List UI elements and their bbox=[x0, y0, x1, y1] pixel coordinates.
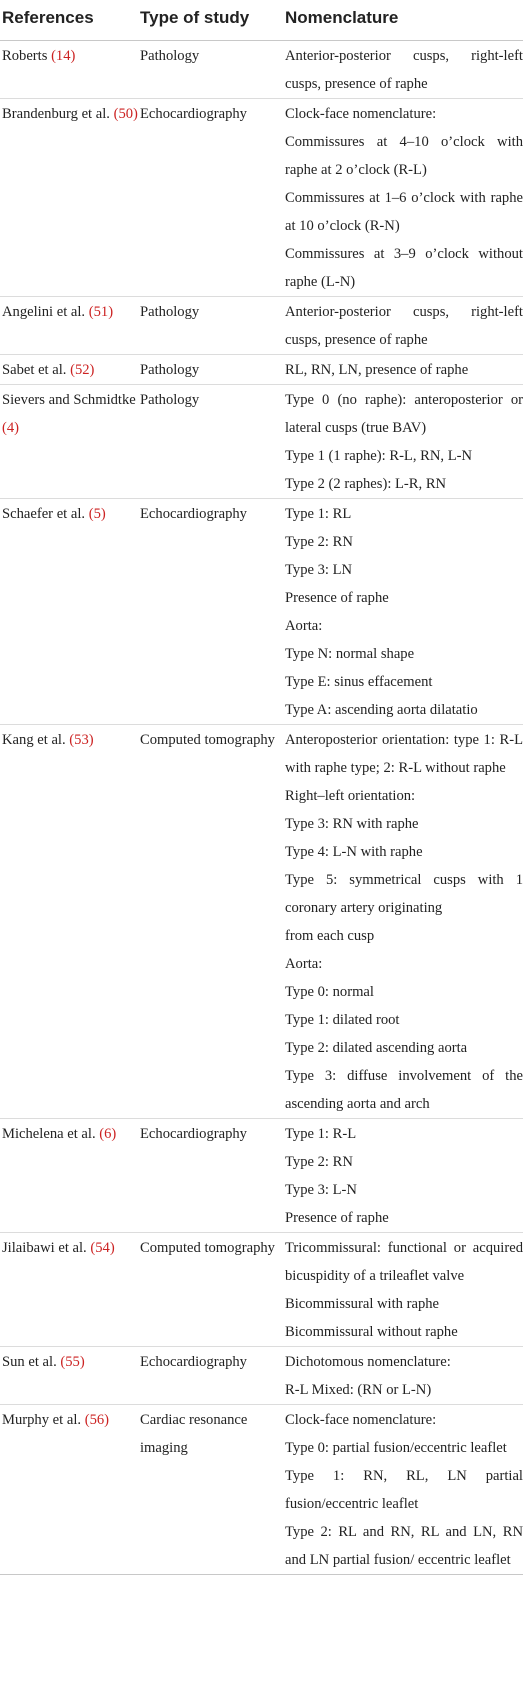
nomenclature-line: Type 2: dilated ascending aorta bbox=[285, 1040, 468, 1056]
reference-cell bbox=[0, 41, 140, 99]
study-type-cell: Computed tomography bbox=[140, 725, 285, 1119]
nomenclature-line: Type 3: diffuse involvement of the ascending aorta and arch bbox=[285, 1068, 523, 1112]
nomenclature-line: Aorta: bbox=[285, 956, 323, 972]
table-row bbox=[0, 1119, 523, 1233]
reference-author: Jilaibawi et al. bbox=[2, 1240, 87, 1256]
nomenclature-line: Commissures at 4–10 o’clock with raphe at 2 o’clock (R-L) bbox=[285, 134, 523, 178]
nomenclature-line: Dichotomous nomenclature: bbox=[285, 1354, 451, 1370]
citation-link[interactable]: (51) bbox=[88, 304, 114, 320]
citation-link[interactable]: (50) bbox=[113, 106, 138, 122]
study-type-cell: Echocardiography bbox=[140, 99, 285, 297]
study-type-cell: Echocardiography bbox=[140, 499, 285, 725]
nomenclature-line: Type 0 (no raphe): anteroposterior or lateral cusps (true BAV) bbox=[285, 392, 523, 436]
table-row bbox=[0, 385, 523, 499]
nomenclature-line: Type 2: RN bbox=[285, 534, 353, 550]
reference-cell bbox=[0, 1119, 140, 1233]
table-body bbox=[0, 41, 523, 1575]
reference-cell bbox=[0, 355, 140, 385]
study-type-cell: Echocardiography bbox=[140, 1119, 285, 1233]
nomenclature-cell bbox=[285, 99, 523, 297]
table-row bbox=[0, 1233, 523, 1347]
nomenclature-line: RL, RN, LN, presence of raphe bbox=[285, 362, 469, 378]
nomenclature-line: Type 3: RN with raphe bbox=[285, 816, 419, 832]
reference-author: Kang et al. bbox=[2, 732, 66, 748]
nomenclature-line: Type 5: symmetrical cusps with 1 coronary artery originating bbox=[285, 872, 523, 916]
reference-author: Michelena et al. bbox=[2, 1126, 96, 1142]
reference-author: Roberts bbox=[2, 48, 48, 64]
nomenclature-line: Tricommissural: functional or acquired bicuspidity of a trileaflet valve bbox=[285, 1240, 523, 1284]
nomenclature-line: Type 3: LN bbox=[285, 562, 353, 578]
citation-link[interactable]: (54) bbox=[90, 1240, 115, 1256]
study-type-cell: Echocardiography bbox=[140, 1347, 285, 1405]
table-row bbox=[0, 499, 523, 725]
reference-author: Sun et al. bbox=[2, 1354, 57, 1370]
nomenclature-cell bbox=[285, 1233, 523, 1347]
citation-link[interactable]: (4) bbox=[2, 420, 20, 436]
nomenclature-cell bbox=[285, 41, 523, 99]
nomenclature-line: Commissures at 1–6 o’clock with raphe at 10 o’clock (R-N) bbox=[285, 190, 523, 234]
nomenclature-line: Type 2 (2 raphes): L-R, RN bbox=[285, 476, 447, 492]
reference-cell bbox=[0, 99, 140, 297]
reference-author: Sievers and Schmidtke bbox=[2, 392, 136, 408]
nomenclature-line: Type 0: normal bbox=[285, 984, 374, 1000]
table-row bbox=[0, 355, 523, 385]
reference-author: Brandenburg et al. bbox=[2, 106, 110, 122]
study-type-cell: Pathology bbox=[140, 297, 285, 355]
table-row bbox=[0, 1405, 523, 1575]
citation-link[interactable]: (14) bbox=[51, 48, 76, 64]
table-row bbox=[0, 1347, 523, 1405]
reference-cell bbox=[0, 1347, 140, 1405]
nomenclature-line: Type 4: L-N with raphe bbox=[285, 844, 423, 860]
nomenclature-line: Type 1: RN, RL, LN partial fusion/eccentric leaflet bbox=[285, 1468, 523, 1512]
nomenclature-line: Type N: normal shape bbox=[285, 646, 415, 662]
citation-link[interactable]: (52) bbox=[70, 362, 95, 378]
header-nomenclature: Nomenclature bbox=[285, 0, 523, 41]
nomenclature-line: Type 3: L-N bbox=[285, 1182, 357, 1198]
reference-cell bbox=[0, 725, 140, 1119]
nomenclature-cell bbox=[285, 1119, 523, 1233]
nomenclature-cell bbox=[285, 385, 523, 499]
reference-cell bbox=[0, 1405, 140, 1575]
nomenclature-line: Type E: sinus effacement bbox=[285, 674, 433, 690]
nomenclature-cell bbox=[285, 499, 523, 725]
nomenclature-line: Clock-face nomenclature: bbox=[285, 1412, 437, 1428]
reference-author: Angelini et al. bbox=[2, 304, 86, 320]
nomenclature-cell bbox=[285, 1347, 523, 1405]
header-row bbox=[0, 0, 523, 41]
header-type-of-study: Type of study bbox=[140, 0, 285, 41]
nomenclature-line: from each cusp bbox=[285, 928, 375, 944]
nomenclature-line: Presence of raphe bbox=[285, 590, 389, 606]
reference-cell bbox=[0, 297, 140, 355]
study-type-cell: Pathology bbox=[140, 41, 285, 99]
nomenclature-line: Type 1 (1 raphe): R-L, RN, L-N bbox=[285, 448, 473, 464]
citation-link[interactable]: (5) bbox=[88, 506, 106, 522]
nomenclature-line: Bicommissural with raphe bbox=[285, 1296, 440, 1312]
nomenclature-line: Clock-face nomenclature: bbox=[285, 106, 437, 122]
nomenclature-line: Type A: ascending aorta dilatatio bbox=[285, 702, 478, 718]
citation-link[interactable]: (53) bbox=[69, 732, 94, 748]
nomenclature-line: Presence of raphe bbox=[285, 1210, 389, 1226]
nomenclature-cell bbox=[285, 1405, 523, 1575]
nomenclature-line: Anterior-posterior cusps, right-left cusps, presence of raphe bbox=[285, 304, 523, 348]
nomenclature-line: Anteroposterior orientation: type 1: R-L with raphe type; 2: R-L without raphe bbox=[285, 732, 523, 776]
nomenclature-line: Type 1: RL bbox=[285, 506, 352, 522]
citation-link[interactable]: (6) bbox=[99, 1126, 117, 1142]
nomenclature-line: R-L Mixed: (RN or L-N) bbox=[285, 1382, 432, 1398]
reference-cell bbox=[0, 1233, 140, 1347]
study-type-cell: Computed tomography bbox=[140, 1233, 285, 1347]
nomenclature-line: Type 2: RL and RN, RL and LN, RN and LN partial fusion/ eccentric leaflet bbox=[285, 1524, 523, 1568]
nomenclature-cell bbox=[285, 725, 523, 1119]
nomenclature-cell bbox=[285, 355, 523, 385]
study-type-cell: Pathology bbox=[140, 385, 285, 499]
nomenclature-line: Type 1: R-L bbox=[285, 1126, 357, 1142]
nomenclature-line: Anterior-posterior cusps, right-left cusps, presence of raphe bbox=[285, 48, 523, 92]
reference-author: Schaefer et al. bbox=[2, 506, 86, 522]
nomenclature-line: Type 2: RN bbox=[285, 1154, 353, 1170]
table-row bbox=[0, 41, 523, 99]
nomenclature-cell bbox=[285, 297, 523, 355]
reference-author: Murphy et al. bbox=[2, 1412, 82, 1428]
reference-author: Sabet et al. bbox=[2, 362, 67, 378]
table-row bbox=[0, 725, 523, 1119]
citation-link[interactable]: (55) bbox=[60, 1354, 85, 1370]
nomenclature-line: Type 1: dilated root bbox=[285, 1012, 400, 1028]
study-type-cell: Cardiac resonance imaging bbox=[140, 1405, 285, 1575]
nomenclature-line: Aorta: bbox=[285, 618, 323, 634]
table-header bbox=[0, 0, 523, 41]
reference-cell bbox=[0, 385, 140, 499]
header-references: References bbox=[0, 0, 140, 41]
table-row bbox=[0, 297, 523, 355]
reference-cell bbox=[0, 499, 140, 725]
nomenclature-line: Bicommissural without raphe bbox=[285, 1324, 458, 1340]
citation-link[interactable]: (56) bbox=[84, 1412, 110, 1428]
table-row bbox=[0, 99, 523, 297]
nomenclature-line: Type 0: partial fusion/eccentric leaflet bbox=[285, 1440, 507, 1456]
study-type-cell: Pathology bbox=[140, 355, 285, 385]
nomenclature-line: Right–left orientation: bbox=[285, 788, 416, 804]
nomenclature-line: Commissures at 3–9 o’clock without raphe (L-N) bbox=[285, 246, 523, 290]
